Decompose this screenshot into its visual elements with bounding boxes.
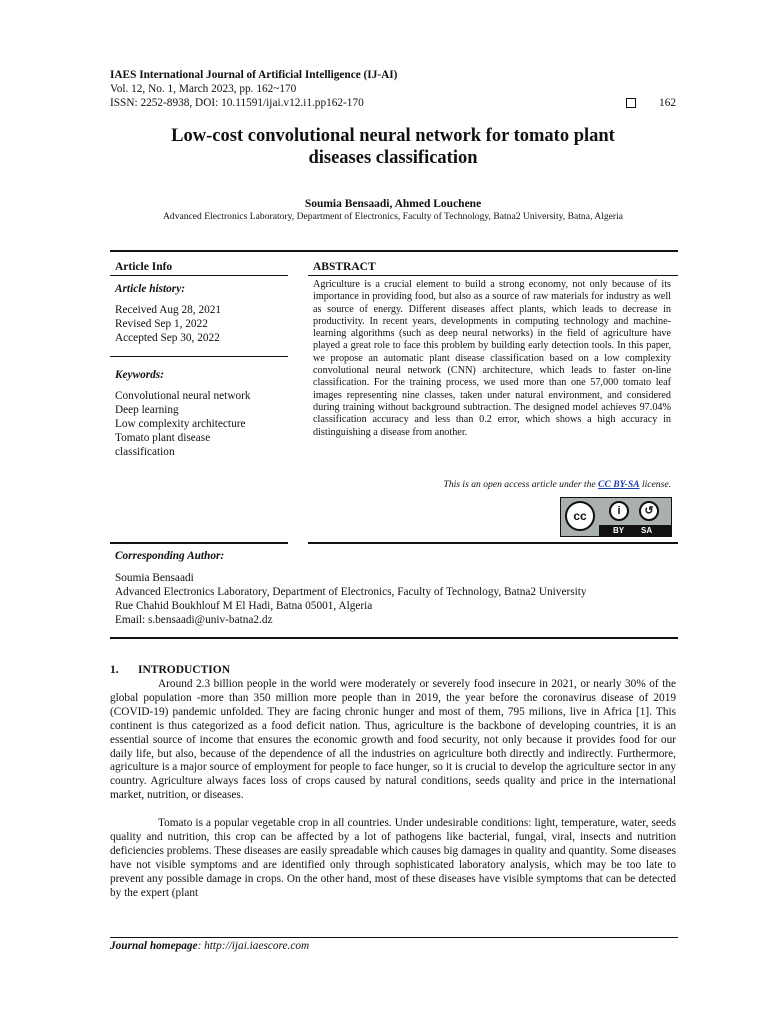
homepage-label: Journal homepage bbox=[110, 940, 198, 952]
keyword-item: Convolutional neural network bbox=[115, 390, 251, 402]
square-glyph-icon bbox=[626, 98, 636, 108]
page-number: 162 bbox=[659, 97, 676, 109]
keyword-item: Deep learning bbox=[115, 404, 179, 416]
journal-header bbox=[110, 68, 676, 110]
intro-paragraph-1: Around 2.3 billion people in the world were moderately or severely food insecure in 2021, or nearly 30% of the global population -more than 350 million more people than in 2019, the year before the coronavirus disease of 2019 (COVID-19) pandemic unfolded. They are facing chronic hunger and most of them, 795 milions, live in Africa [1]. This continent is thus categorized as a food deficit nation. Thus, agriculture is the backbone of developing countries, it is an essential source of income that ensures the economic growth and food security, not only because it provides food for our daily life, but also, because of the dependence of all the industries on agriculture both directly and indirectly. Furthermore, agriculture is a major source of employment for people to face hunger, so it is crucial to develop the agriculture sector in any country. Agriculture always faces loss of crops caused by natural conditions, seeds quality and price in the international market, nutrition, or diseases. bbox=[110, 678, 676, 802]
intro-paragraph-2: Tomato is a popular vegetable crop in all countries. Under undesirable conditions: light, temperature, water, seeds quality and nutrition, this crop can be affected by a lot of pathogens like bacterial, fungal, viral, insects and nutrition deficiencies problems. These diseases are easily spreadable which causes big damages in quality and quantity. Some diseases have not visible symptoms and are identified only through sophisticated laboratory analysis, which may be too late to prevent any possible damage in crops. On the other hand, most of these diseases have visible symptoms that can be detected by the expert (plant bbox=[110, 817, 676, 899]
badge-sa-label: SA bbox=[641, 526, 653, 535]
open-access-prefix: This is an open access article under the bbox=[443, 479, 599, 490]
cc-by-sa-badge-icon[interactable] bbox=[560, 497, 672, 537]
section-title: INTRODUCTION bbox=[138, 664, 231, 676]
journal-name: IAES International Journal of Artificial Intelligence (IJ-AI) bbox=[110, 69, 398, 81]
cc-logo-icon: cc bbox=[565, 501, 595, 531]
open-access-note bbox=[313, 479, 671, 490]
corresponding-heading: Corresponding Author: bbox=[115, 550, 225, 562]
corresponding-email[interactable]: Email: s.bensaadi@univ-batna2.dz bbox=[115, 614, 273, 626]
corresponding-affiliation: Advanced Electronics Laboratory, Department of Electronics, Faculty of Technology, Batna2 University bbox=[115, 586, 587, 598]
divider-below-corresponding bbox=[110, 637, 678, 639]
journal-volume: Vol. 12, No. 1, March 2023, pp. 162~170 bbox=[110, 83, 297, 95]
revised-date: Revised Sep 1, 2022 bbox=[115, 318, 208, 330]
keywords bbox=[115, 368, 287, 459]
keyword-item: classification bbox=[115, 446, 175, 458]
author-affiliation: Advanced Electronics Laboratory, Department of Electronics, Faculty of Technology, Batna2 University, Batna, Algeria bbox=[162, 211, 624, 222]
license-link[interactable]: CC BY-SA bbox=[598, 479, 640, 490]
paper-title bbox=[110, 125, 676, 169]
accepted-date: Accepted Sep 30, 2022 bbox=[115, 332, 220, 344]
corresponding-author bbox=[115, 571, 675, 627]
divider-footer bbox=[110, 937, 678, 938]
abstract-heading: ABSTRACT bbox=[313, 261, 376, 273]
journal-homepage bbox=[110, 940, 309, 952]
corresponding-name: Soumia Bensaadi bbox=[115, 572, 194, 584]
by-person-icon: i bbox=[609, 501, 629, 521]
abstract-text: Agriculture is a crucial element to build a strong economy, not only because of its importance in providing food, but also as a source of raw materials for industry as well as source of energy. Different diseases affect plants, which leads to decrease in productivity. In recent years, developments in computing technology and machine-learning algorithms (such as deep neural networks) in the field of agriculture have played a great role to face this problem by building early detection tools. In this paper, we propose an automatic plant disease classification based on a low complexity convolutional neural network (CNN) architecture, which leads to faster on-line classification. For the training process, we used more than one 57,000 tomato leaf images representing nine classes, taken under natural environment, and considered during training without background subtraction. The designed model achieves 97.04% classification accuracy and less than 0.2 error, which shows a high accuracy in distinguishing a disease from another. bbox=[313, 279, 671, 438]
article-history-heading: Article history: bbox=[115, 283, 185, 295]
divider-top bbox=[110, 250, 678, 252]
paper-title-line-2: diseases classification bbox=[308, 148, 478, 168]
section-number: 1. bbox=[110, 664, 119, 676]
divider-above-corresponding bbox=[110, 542, 288, 544]
article-history bbox=[115, 282, 287, 345]
article-info-heading: Article Info bbox=[115, 261, 173, 273]
journal-issn-doi: ISSN: 2252-8938, DOI: 10.11591/ijai.v12.i1.pp162-170 bbox=[110, 97, 364, 109]
authors: Soumia Bensaadi, Ahmed Louchene bbox=[304, 198, 482, 210]
paper-title-line-1: Low-cost convolutional neural network for tomato plant bbox=[171, 126, 615, 146]
corresponding-address: Rue Chahid Boukhlouf M El Hadi, Batna 05001, Algeria bbox=[115, 600, 373, 612]
introduction-heading bbox=[110, 664, 230, 676]
keywords-heading: Keywords: bbox=[115, 369, 164, 381]
divider-left-history bbox=[110, 356, 288, 357]
keyword-item: Low complexity architecture bbox=[115, 418, 246, 430]
divider-left-heading bbox=[110, 275, 288, 276]
divider-right-heading bbox=[308, 275, 678, 276]
divider-abstract-bottom bbox=[308, 542, 678, 544]
homepage-url[interactable]: : http://ijai.iaescore.com bbox=[197, 940, 310, 952]
received-date: Received Aug 28, 2021 bbox=[115, 304, 222, 316]
keyword-item: Tomato plant disease bbox=[115, 432, 211, 444]
badge-bar bbox=[599, 525, 671, 536]
badge-by-label: BY bbox=[613, 526, 625, 535]
share-alike-icon: ↺ bbox=[639, 501, 659, 521]
open-access-suffix: license. bbox=[639, 479, 671, 490]
